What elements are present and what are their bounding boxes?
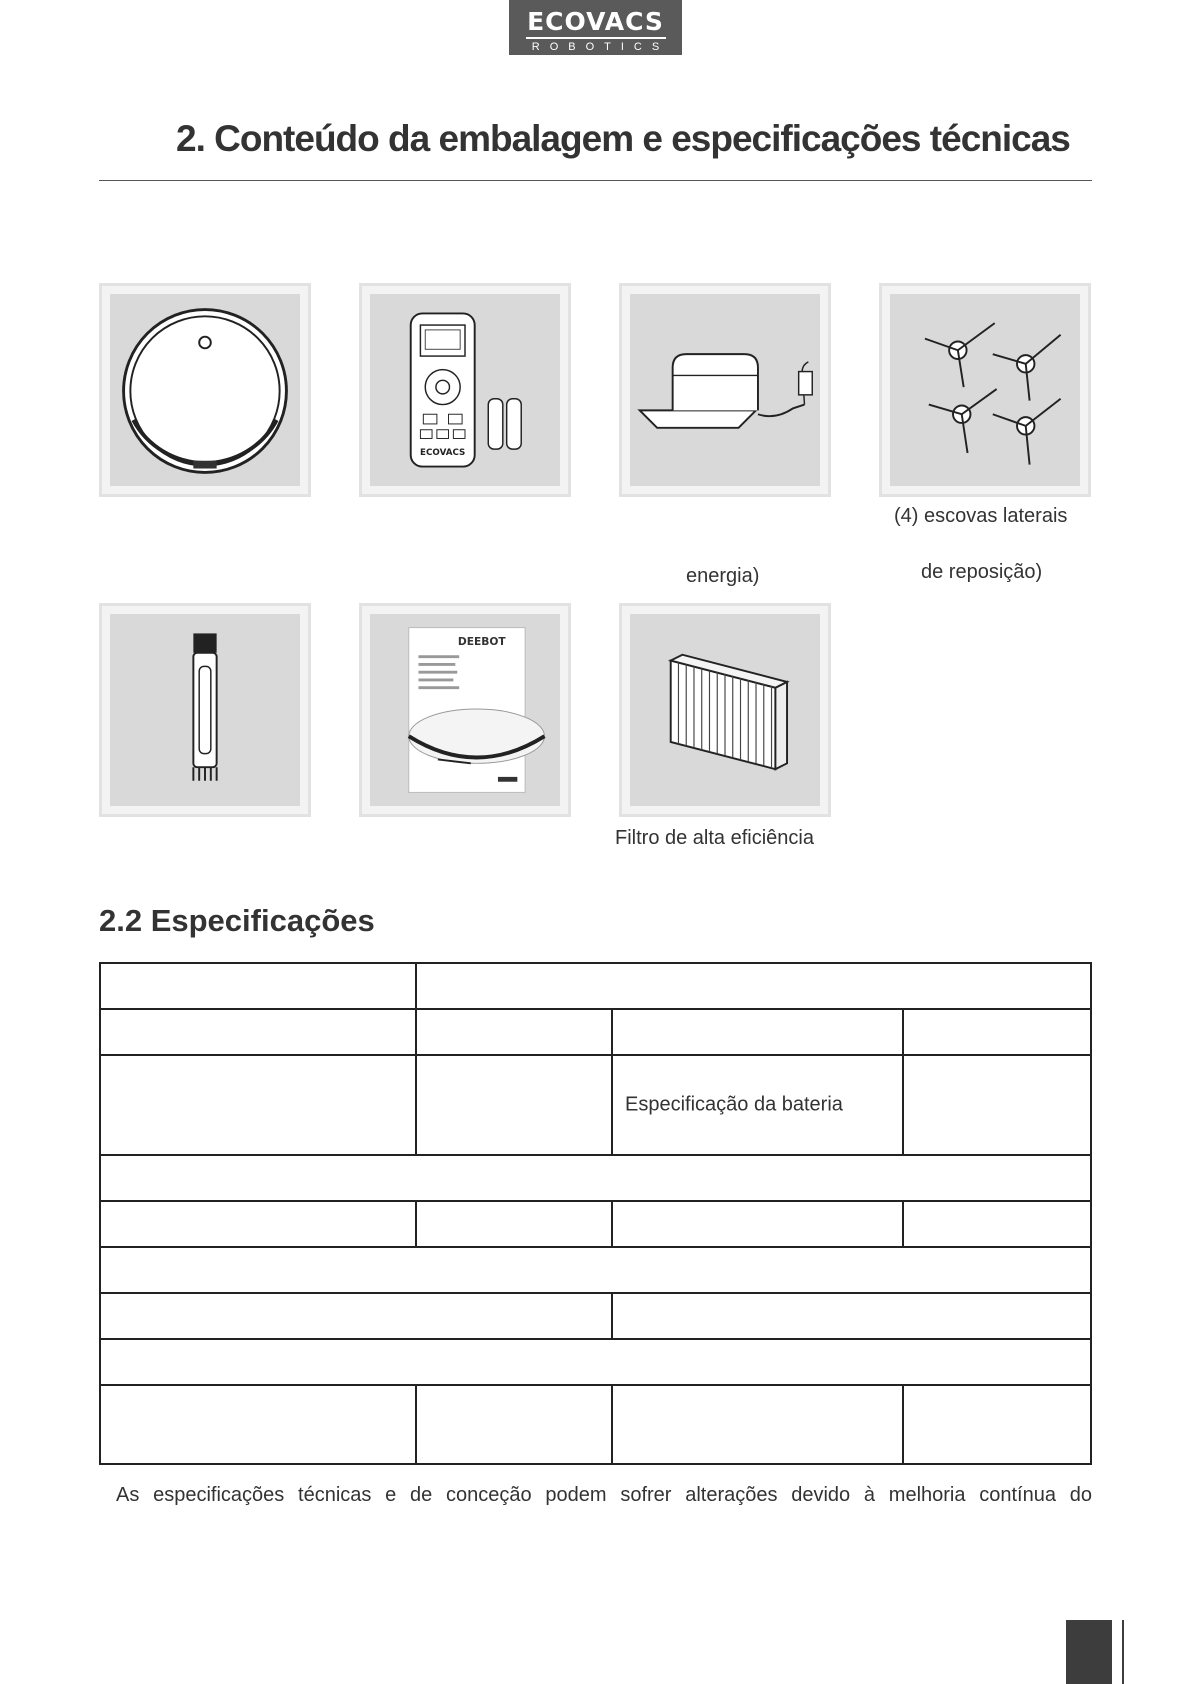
spec-cell [902,1008,1092,1056]
specifications-title: 2.2 Especificações [99,903,375,938]
package-item-side-brushes [879,283,1091,497]
spec-cell [902,1054,1092,1156]
caption-filter: Filtro de alta eficiência [615,827,814,849]
ecovacs-logo [509,0,682,55]
side-brushes-icon [890,294,1080,486]
spec-cell [99,1008,417,1056]
hepa-filter-icon [630,614,820,806]
spec-cell [611,1292,1092,1340]
package-item-manual [359,603,571,817]
spec-cell [99,1338,1092,1386]
cleaning-tool-icon [110,614,300,806]
package-item-cleaning-tool [99,603,311,817]
charging-dock-icon [630,294,820,486]
spec-cell [902,1200,1092,1248]
specifications-table [99,962,1092,1465]
specifications-footnote: As especificações técnicas e de conceção podem sofrer alterações devido à melhoria contínua do [116,1484,1092,1506]
spec-cell [99,1384,417,1465]
spec-cell [99,1154,1092,1202]
battery-spec-label: Especificação da bateria [625,1093,843,1116]
package-item-robot [99,283,311,497]
page-title: 2. Conteúdo da embalagem e especificações técnicas [176,118,1070,159]
remote-control-icon [370,294,560,486]
page-edge-line [1122,1620,1124,1684]
logo-wordmark: ECOVACS [527,7,664,36]
spec-cell [611,1384,904,1465]
package-item-filter [619,603,831,817]
remote-brand-label: ECOVACS [420,447,466,458]
logo-rule [526,37,666,39]
spec-cell [415,1384,613,1465]
robot-vacuum-icon [110,294,300,486]
spec-cell [415,1200,613,1248]
manual-cover-label: DEEBOT [457,635,506,649]
instruction-manual-icon [370,614,560,806]
package-item-remote [359,283,571,497]
spec-cell [611,1200,904,1248]
spec-cell-battery-label [611,1054,904,1156]
spec-cell [99,1292,613,1340]
spec-cell [99,1200,417,1248]
caption-side-brushes-line1: (4) escovas laterais [894,505,1068,527]
spec-cell [902,1384,1092,1465]
title-divider [99,180,1092,181]
spec-cell [99,1246,1092,1294]
caption-side-brushes-line2: de reposição) [921,561,1043,583]
caption-dock: energia) [686,565,760,587]
spec-cell [415,1008,613,1056]
spec-cell [99,962,417,1010]
spec-cell [611,1008,904,1056]
logo-subtitle: ROBOTICS [531,41,670,53]
spec-cell [99,1054,417,1156]
spec-cell [415,962,1092,1010]
package-item-dock [619,283,831,497]
spec-cell [415,1054,613,1156]
page-number-tab [1066,1620,1112,1684]
